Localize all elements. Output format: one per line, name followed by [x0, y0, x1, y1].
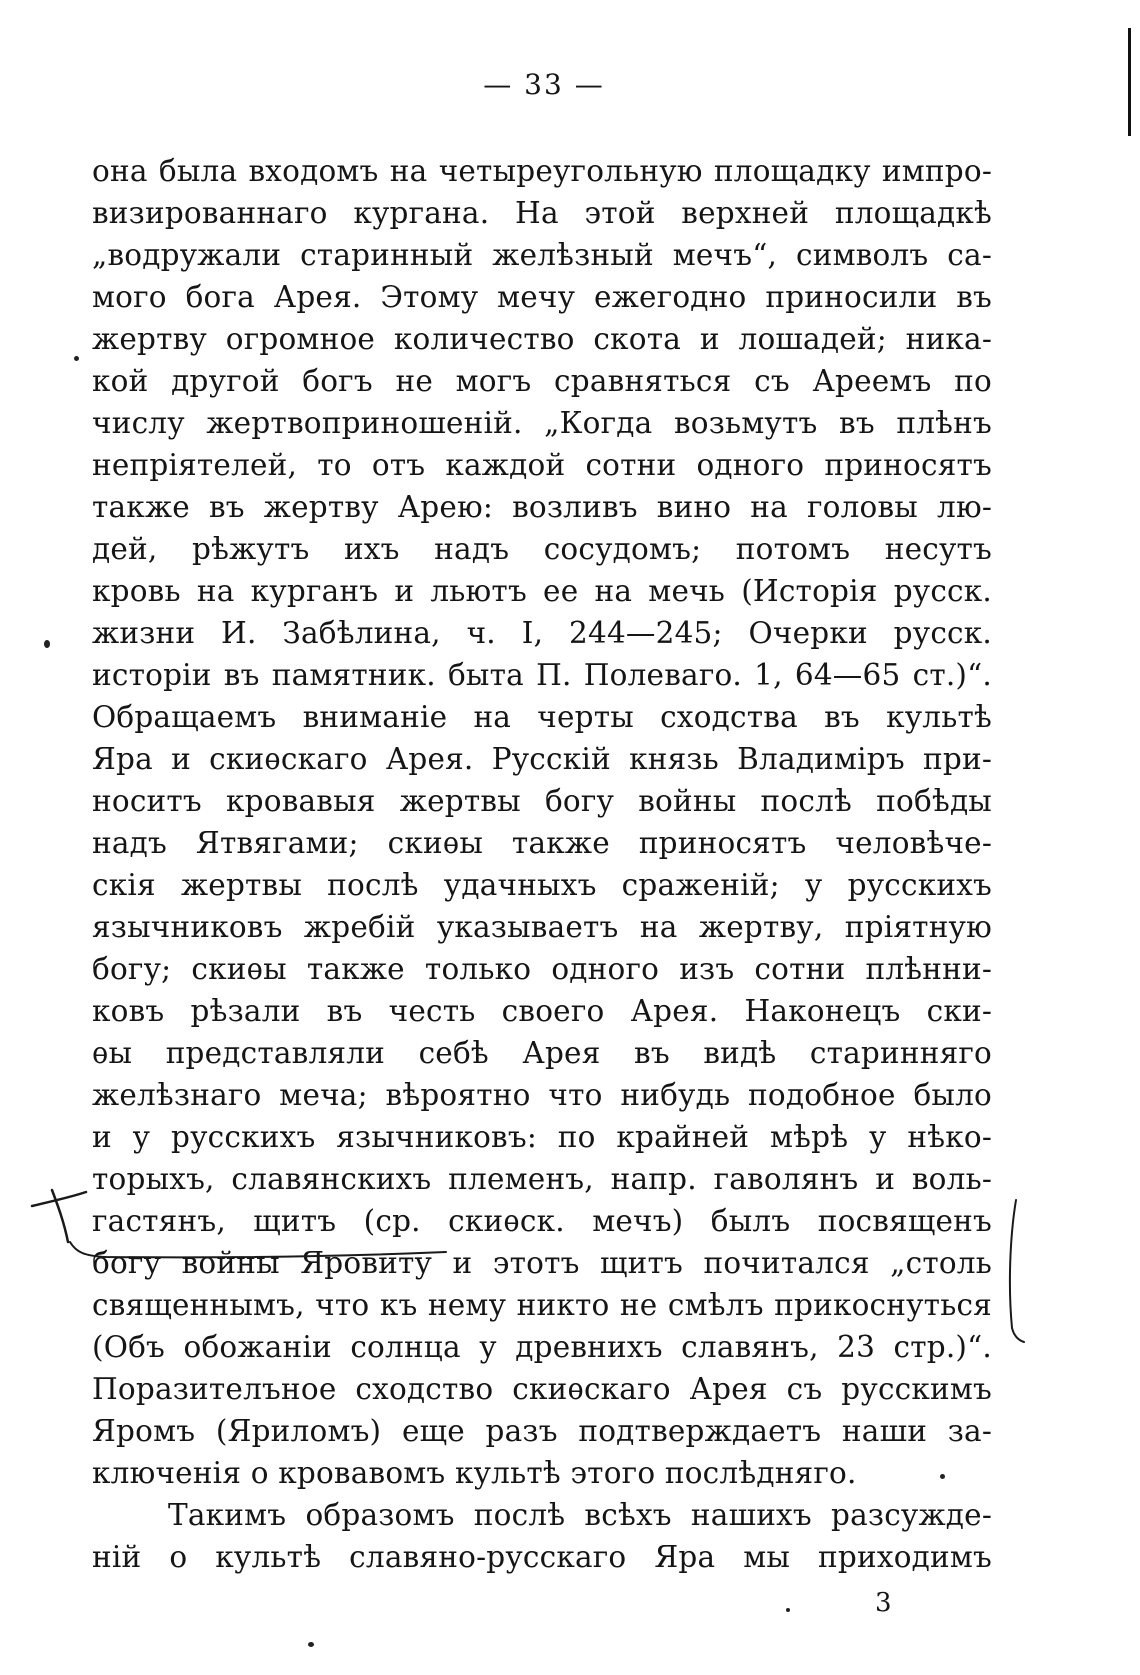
text-line: гастянъ, щитъ (ср. скиѳск. мечъ) былъ посвященъ: [92, 1204, 992, 1238]
text-line: ѳы представляли себѣ Арея въ видѣ старинняго: [92, 1036, 992, 1070]
text-line: ковъ рѣзали въ честь своего Арея. Наконецъ ски-: [92, 994, 992, 1028]
page-number: — 33 —: [483, 68, 605, 101]
text-line: Поразителъное сходство скиѳскаго Арея съ русскимъ: [92, 1372, 992, 1406]
text-line: ній о культѣ славяно-русскаго Яра мы приходимъ: [92, 1540, 992, 1574]
text-line: „водружали старинный желѣзный мечъ“, символъ са-: [92, 238, 992, 272]
paragraph-end-line: ключенія о кровавомъ культѣ этого послѣдняго.: [92, 1456, 857, 1490]
text-line: Яромъ (Яриломъ) еще разъ подтверждаетъ наши за-: [92, 1414, 992, 1448]
text-line: кровь на курганъ и льютъ ее на мечь (Исторія русск.: [92, 574, 992, 608]
paragraph-start-line: Такимъ образомъ послѣ всѣхъ нашихъ разсужде-: [168, 1498, 992, 1532]
text-line: Обращаемъ вниманіе на черты сходства въ культѣ: [92, 700, 992, 734]
text-line: дей, рѣжутъ ихъ надъ сосудомъ; потомъ несутъ: [92, 532, 992, 566]
text-line: визированнаго кургана. На этой верхней площадкѣ: [92, 196, 992, 230]
text-line: язычниковъ жребій указываетъ на жертву, пріятную: [92, 910, 992, 944]
text-line: скія жертвы послѣ удачныхъ сраженій; у русскихъ: [92, 868, 992, 902]
text-line: богу; скиѳы также только одного изъ сотни плѣнни-: [92, 952, 992, 986]
text-line: богу войны Яровиту и этотъ щитъ почитался „столь: [92, 1246, 992, 1280]
text-line: мого бога Арея. Этому мечу ежегодно приносили въ: [92, 280, 992, 314]
handwritten-underline: [66, 1238, 454, 1264]
text-line: исторіи въ памятник. быта П. Полеваго. 1, 64—65 ст.)“.: [92, 658, 992, 692]
text-line: торыхъ, славянскихъ племенъ, напр. гаволянъ и воль-: [92, 1162, 992, 1196]
text-line: носитъ кровавыя жертвы богу войны послѣ побѣды: [92, 784, 992, 818]
text-line: также въ жертву Арею: возливъ вино на головы лю-: [92, 490, 992, 524]
body-text: [92, 150, 992, 1578]
ink-speck: [308, 1642, 314, 1647]
text-line: и у русскихъ язычниковъ: по крайней мѣрѣ у нѣко-: [92, 1120, 992, 1154]
text-line: кой другой богъ не могъ сравняться съ Ареемъ по: [92, 364, 992, 398]
ink-speck: [786, 1608, 790, 1612]
ink-speck: [940, 1474, 945, 1479]
ink-speck: [44, 640, 50, 648]
text-line: числу жертвоприношеній. „Когда возьмутъ въ плѣнъ: [92, 406, 992, 440]
ink-speck: [74, 356, 79, 361]
printer-signature-mark: 3: [875, 1588, 892, 1618]
text-line: священнымъ, что къ нему никто не смѣлъ прикоснуться: [92, 1288, 992, 1322]
text-line: (Объ обожаніи солнца у древнихъ славянъ, 23 стр.)“.: [92, 1330, 992, 1364]
handwritten-margin-bracket: [1004, 1196, 1028, 1344]
text-line: надъ Ятвягами; скиѳы также приносятъ человѣче-: [92, 826, 992, 860]
text-line: жизни И. Забѣлина, ч. I, 244—245; Очерки русск.: [92, 616, 992, 650]
text-line: она была входомъ на четыреугольную площадку импро-: [92, 154, 992, 188]
text-line: желѣзнаго меча; вѣроятно что нибудь подобное было: [92, 1078, 992, 1112]
text-line: Яра и скиѳскаго Арея. Русскій князь Владиміръ при-: [92, 742, 992, 776]
text-line: жертву огромное количество скота и лошадей; ника-: [92, 322, 992, 356]
page-edge-rule: [1128, 28, 1131, 136]
text-line: непріятелей, то отъ каждой сотни одного приносятъ: [92, 448, 992, 482]
